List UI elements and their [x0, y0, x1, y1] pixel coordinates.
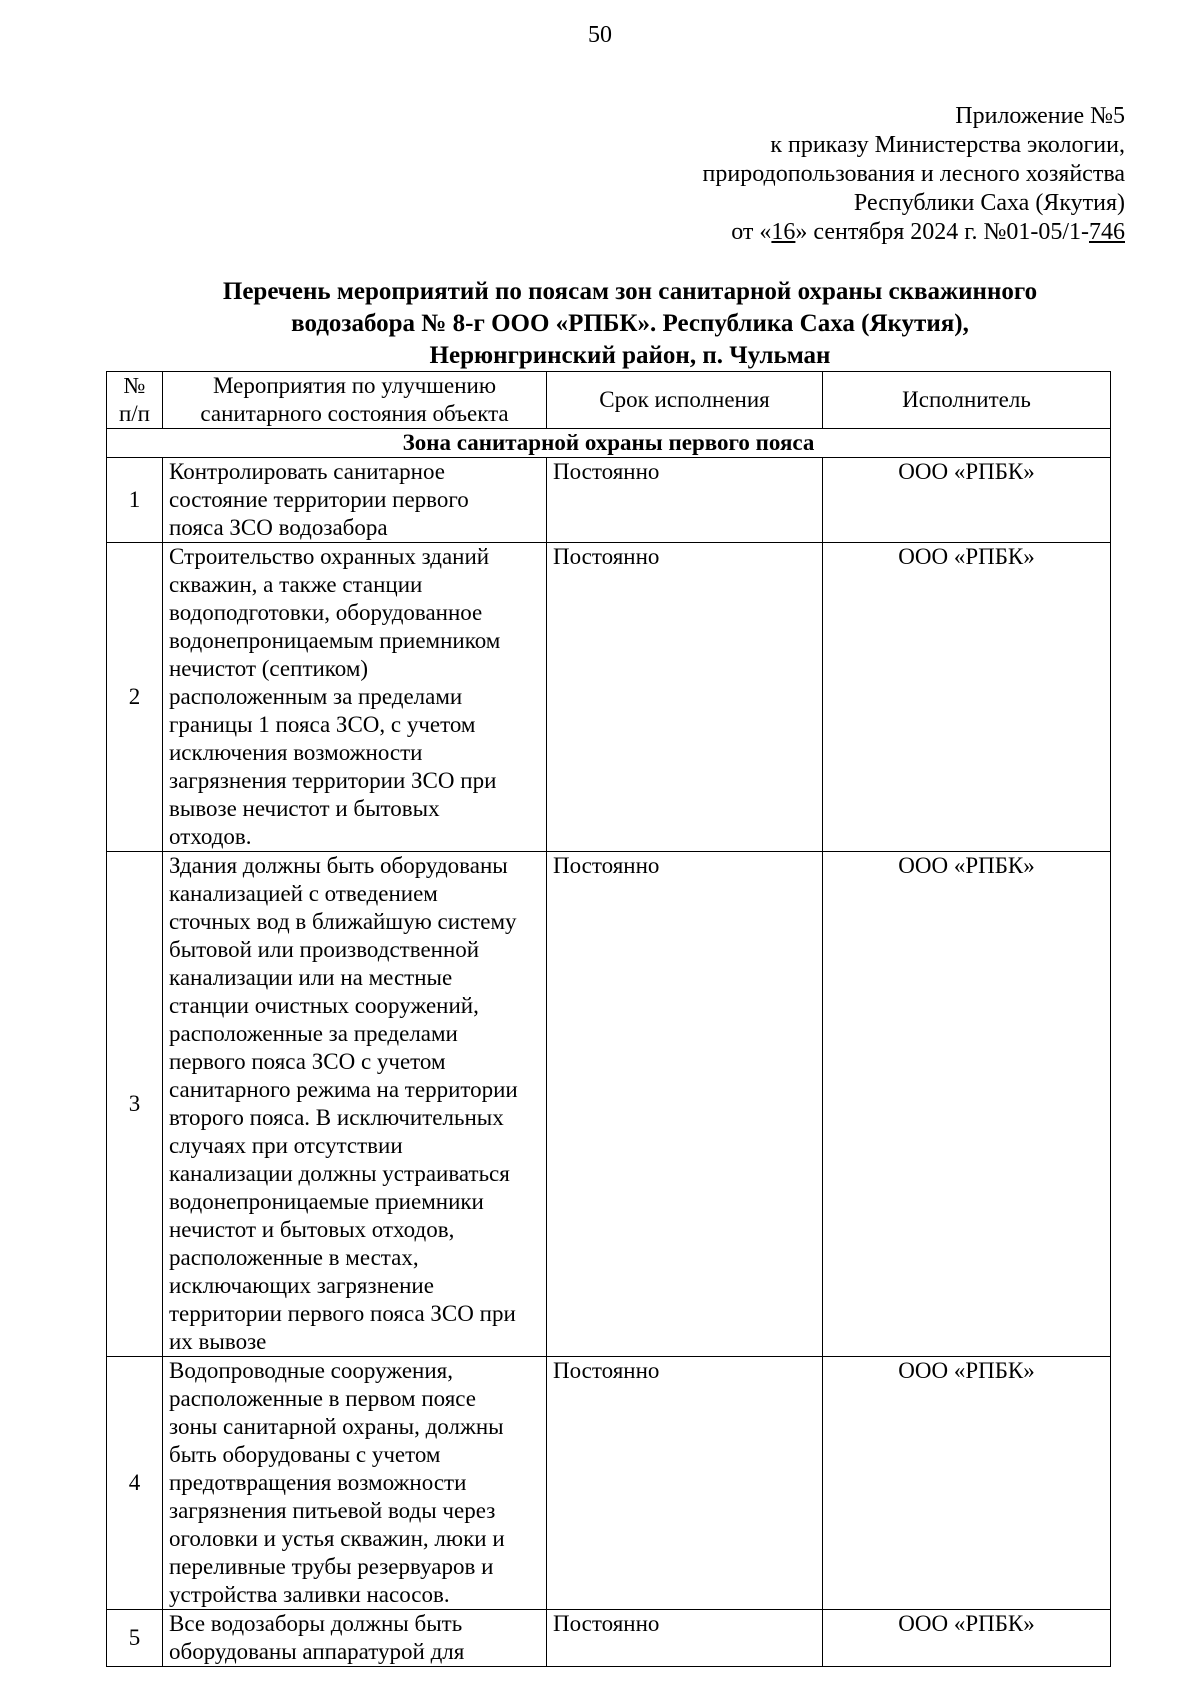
table-row [107, 852, 1111, 1357]
deadline-cell: Постоянно [547, 852, 823, 1357]
measure-line: предотвращения возможности [169, 1470, 467, 1495]
measure-line: канализации должны устраиваться [169, 1161, 510, 1186]
measure-line: загрязнения территории ЗСО при [169, 768, 497, 793]
deadline-cell: Постоянно [547, 543, 823, 852]
measure-line: водонепроницаемым приемником [169, 628, 501, 653]
header-deadline: Срок исполнения [547, 372, 823, 429]
measure-line: состояние территории первого [169, 487, 469, 512]
measure-cell [163, 543, 547, 852]
row-number: 2 [107, 543, 163, 852]
measure-line: исключения возможности [169, 740, 423, 765]
order-number: 746 [1089, 219, 1125, 245]
executor-cell: ООО «РПБК» [823, 1610, 1111, 1667]
measure-line: санитарного режима на территории [169, 1077, 518, 1102]
measure-line: оголовки и устья скважин, люки и [169, 1526, 505, 1551]
measure-line: оборудованы аппаратурой для [169, 1639, 465, 1664]
measure-line: водоподготовки, оборудованное [169, 600, 483, 625]
measure-line: Здания должны быть оборудованы [169, 853, 508, 878]
zone-row [107, 429, 1111, 458]
measure-line: вывозе нечистот и бытовых [169, 796, 440, 821]
measure-line: станции очистных сооружений, [169, 993, 479, 1018]
header-measure: Мероприятия по улучшению санитарного состояния объекта [163, 372, 547, 429]
measure-line: канализацией с отведением [169, 881, 438, 906]
measure-line: расположенные в местах, [169, 1245, 419, 1270]
measure-line: устройства заливки насосов. [169, 1582, 450, 1607]
measure-line: случаях при отсутствии [169, 1133, 403, 1158]
measure-cell [163, 852, 547, 1357]
appendix-line: Приложение №5 [955, 103, 1125, 129]
measure-cell [163, 458, 547, 543]
date-day: 16 [771, 219, 796, 245]
measure-line: границы 1 пояса ЗСО, с учетом [169, 712, 476, 737]
deadline-cell: Постоянно [547, 458, 823, 543]
deadline-cell: Постоянно [547, 1610, 823, 1667]
measure-line: бытовой или производственной [169, 937, 480, 962]
appendix-line: к приказу Министерства экологии, [770, 132, 1125, 158]
measure-line: первого пояса ЗСО с учетом [169, 1049, 446, 1074]
executor-cell: ООО «РПБК» [823, 543, 1111, 852]
page-number: 50 [588, 22, 612, 48]
title-line: Нерюнгринский район, п. Чульман [429, 342, 831, 369]
measure-line: Строительство охранных зданий [169, 544, 490, 569]
measure-line: нечистот и бытовых отходов, [169, 1217, 455, 1242]
appendix-line: Республики Саха (Якутия) [853, 190, 1125, 216]
measure-line: загрязнения питьевой воды через [169, 1498, 496, 1523]
measure-line: расположенные в первом поясе [169, 1386, 476, 1411]
row-number: 4 [107, 1357, 163, 1610]
measure-line: водонепроницаемые приемники [169, 1189, 484, 1214]
measure-line: второго пояса. В исключительных [169, 1105, 504, 1130]
measure-line: отходов. [169, 824, 252, 849]
executor-cell: ООО «РПБК» [823, 458, 1111, 543]
measure-line: сточных вод в ближайшую систему [169, 909, 517, 934]
measure-line: расположенным за пределами [169, 684, 463, 709]
appendix-date [703, 218, 1125, 247]
date-prefix: от « [731, 219, 772, 245]
appendix-block [703, 102, 1125, 247]
measure-line: их вывозе [169, 1329, 267, 1354]
row-number: 5 [107, 1610, 163, 1667]
header-num: № п/п [107, 372, 163, 429]
document-title [130, 276, 1130, 372]
table-row [107, 1357, 1111, 1610]
measure-cell [163, 1610, 547, 1667]
table-header-row [107, 372, 1111, 429]
measure-line: пояса ЗСО водозабора [169, 515, 388, 540]
measure-line: расположенные за пределами [169, 1021, 458, 1046]
row-number: 1 [107, 458, 163, 543]
deadline-cell: Постоянно [547, 1357, 823, 1610]
measure-line: переливные трубы резервуаров и [169, 1554, 494, 1579]
measure-line: зоны санитарной охраны, должны [169, 1414, 504, 1439]
header-executor: Исполнитель [823, 372, 1111, 429]
executor-cell: ООО «РПБК» [823, 1357, 1111, 1610]
measure-line: территории первого пояса ЗСО при [169, 1301, 516, 1326]
executor-cell: ООО «РПБК» [823, 852, 1111, 1357]
measure-line: исключающих загрязнение [169, 1273, 434, 1298]
measures-table [106, 371, 1111, 1667]
zone-title: Зона санитарной охраны первого пояса [107, 429, 1111, 458]
measure-line: Водопроводные сооружения, [169, 1358, 453, 1383]
measure-line: нечистот (септиком) [169, 656, 369, 681]
measure-line: Контролировать санитарное [169, 459, 445, 484]
table-row [107, 543, 1111, 852]
title-line: водозабора № 8-г ООО «РПБК». Республика Саха (Якутия), [291, 310, 969, 337]
row-number: 3 [107, 852, 163, 1357]
appendix-line: природопользования и лесного хозяйства [702, 161, 1125, 187]
measure-line: канализации или на местные [169, 965, 453, 990]
date-middle: » сентября 2024 г. №01-05/1- [795, 219, 1089, 245]
measure-line: быть оборудованы с учетом [169, 1442, 441, 1467]
title-line: Перечень мероприятий по поясам зон санитарной охраны скважинного [222, 278, 1038, 305]
measure-line: Все водозаборы должны быть [169, 1611, 463, 1636]
measure-cell [163, 1357, 547, 1610]
table-row [107, 458, 1111, 543]
measure-line: скважин, а также станции [169, 572, 423, 597]
table-row [107, 1610, 1111, 1667]
